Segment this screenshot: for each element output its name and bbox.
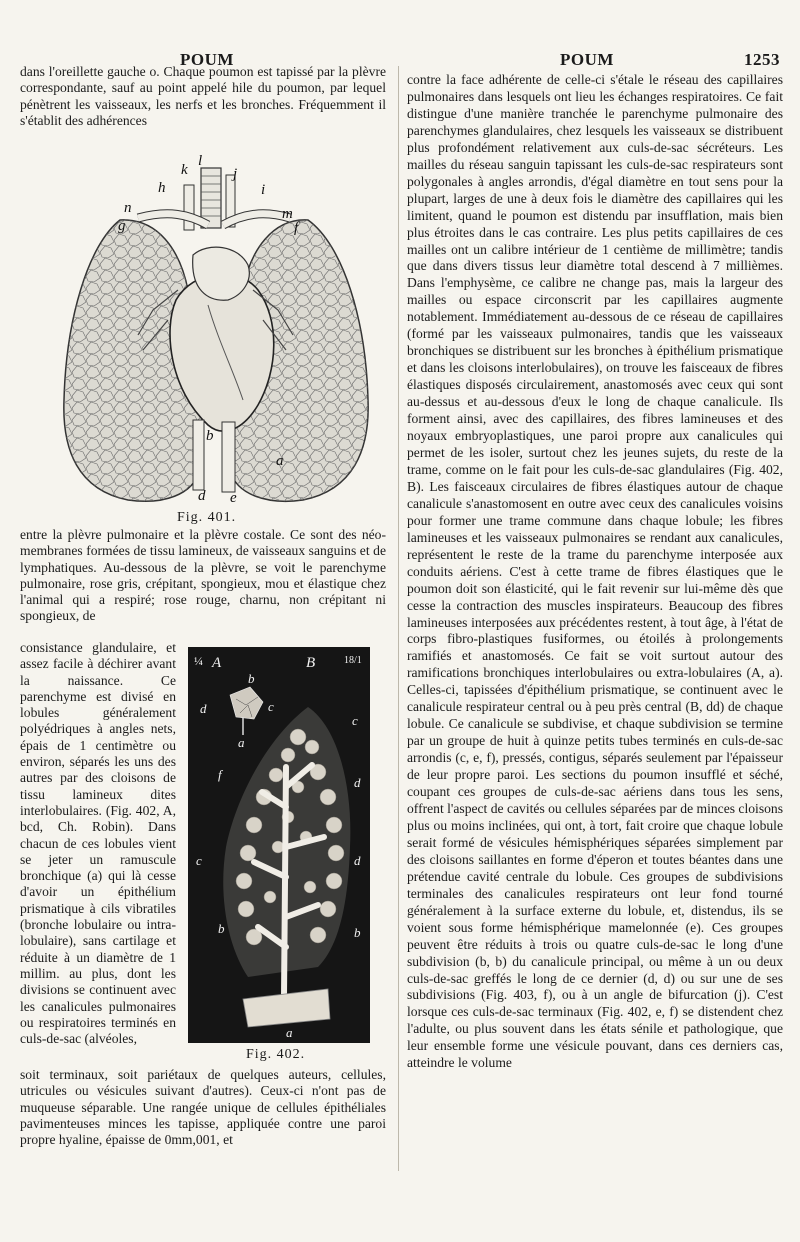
fig401-label: i <box>261 182 266 198</box>
fig401-label: h <box>158 180 166 196</box>
paragraph: dans l'oreillette gauche o. Chaque poumon est tapissé par la plèvre correspondante, sauf au point appelé hile du poumon, par lequel pénètrent les vaisseaux, les nerfs et les bronches. Fréquemment il s'établit des adhérences <box>20 64 386 128</box>
fig402-panel-b: B <box>306 655 316 671</box>
fig401-label: l <box>198 153 203 169</box>
paragraph: contre la face adhérente de celle-ci s'étale le réseau des capillaires pulmonaires dans lesquels ont lieu les échanges respiratoires. Ce fait distingue d'une manière tranchée le parenchyme pulmonaire des parenchymes glandulaires, chez lesquels les vaisseaux se distribuent plus profondément relativement aux culs-de-sac sécréteurs. Les mailles du réseau sanguin tapissant les culs-de-sac respirateurs sont polygonales à angles arrondis, d'égal diamètre en tout sens pour la plupart, larges de une à deux fois le diamètre des capillaires qui les limitent, quand le poumon est distendu par insufflation, mais bien plus étroites dans le cas contraire. Les plus petits capillaires de ces mailles ont un calibre intérieur de 1 centième de millimètre; tandis que dans divers tissus leur diamètre total descend à 7 millièmes. Dans l'emphysème, ce calibre ne change pas, mais la largeur des mailles ou espace circonscrit par les capillaires augmente notablement. Immédiatement au-dessous de ce réseau de capillaires (formé par les vaisseaux pulmonaires, tandis que les vaisseaux bronchiques se distribuent sur les bronches à épithélium prismatique et dans les cloisons interlobulaires), on trouve les faisceaux de fibres élastiques disposés circulairement, anastomosés avec ceux qui sont au-dessus et au-dessous d'eux le long de chaque canalicule. Ils forment ainsi, avec des capillaires, des fibres lamineuses et des noyaux embryoplastiques, une paroi propre aux canalicules qui permet de les isoler, surtout chez les jeunes sujets, du reste de la trame, comme on le fait pour les culs-de-sac glandulaires (Fig. 402, B). Les faisceaux circulaires de fibres élastiques autour de chaque canalicule s'anastomosent en outre avec ceux des canalicules voisins pour former une trame commune dans chaque lobule; les fibres lamineuses et les vaisseaux pulmonaires se rendant aux canalicules, représentent le reste de la trame du parenchyme interposée aux conduits aériens. C'est à cette trame de fibres élastiques que le poumon doit son élasticité, qui le fait revenir sur lui-même dès que cesse la contraction des muscles inspirateurs. Beaucoup des fibres lamineuses interposées aux précédentes restent, à tout âge, à l'état de corps fibro-plastiques fusiformes, ou étoilés à prolongements ramifiés et anastomosés. Ce fait se voit surtout autour des ramifications bronchiques interlobulaires ou extra-lobulaires (A, a). Celles-ci, tapissées d'épithélium prismatique, se continuent avec le canalicule respirateur central ou à peu près central (B, dd) de chaque lobule. Ce canalicule se subdivise, et chaque subdivision se termine par un groupe de huit à quinze petits tubes terminés en culs-de-sac arrondis (c, e, f), pressés, contigus, séparés seulement par l'épaisseur de leur propre paroi. Les sections du poumon insufflé et séché, coupant ces groupes de culs-de-sac aériens dans tous les sens, offrent l'aspect de cavités ou cellules séparées par de minces cloisons plus ou moins inclinées, qui ont, à tort, fait croire que chaque lobule serait formé de vésicules hémisphériques séparées simplement par des cloisons saillantes en forme d'éperon et toutes béantes dans une prétendue cavité centrale du lobule. Ces groupes de subdivisions terminales des canalicules respirateurs ont leur fond tourné généralement à la surface externe du lobule, et, distendus, ils se voient sous forme hémisphérique mamelonnée (e). Ces groupes peuvent être réduits à trois ou quatre culs-de-sac le long d'une subdivision (b, b) du canalicule principal, ou même à un ou deux culs-de-sac greffés le long de ce dernier (d, d) ou sur une de ses subdivisions (Fig. 403, f), ou à un angle de bifurcation (j). C'est lorsque ces culs-de-sac terminaux (Fig. 402, e, f) se distendent chez l'adulte, ou plus souvent dans les états sénile et pathologique, que leur ensemble forme une vésicule pouvant, dans ces derniers cas, atteindre le volume <box>407 72 783 1071</box>
lungs-heart-illustration <box>58 150 373 505</box>
fig402-label: d <box>200 701 207 716</box>
fig401-label: b <box>206 428 214 444</box>
fig402-label: b <box>354 925 361 940</box>
fig402-label: a <box>286 1025 293 1040</box>
fig402-label: c <box>352 713 358 728</box>
figure-402-caption: Fig. 402. <box>246 1047 306 1062</box>
running-head-right: POUM <box>560 50 614 69</box>
paragraph: consistance glandulaire, et assez facile à déchirer avant la naissance. Ce parenchyme est divisé en lobules généralement polyédriques à angles nets, épais de 1 centimètre ou environ, séparés les uns des autres par des cloisons de tissu lamineux dites interlobulaires. (Fig. 402, A, bcd, Ch. Robin). Dans chacun de ces lobules vient se jeter un ramuscule bronchique (a) qui là cesse d'avoir un épithélium prismatique à cils vibratiles (bronche lobulaire ou intra-lobulaire), sans cartilage et réduite à un diamètre de 1 millim. au plus, dont les divisions se continuent avec les canalicules pulmonaires ou respiratoires terminés en culs-de-sac (alvéoles, <box>20 640 176 1047</box>
fig402-scale-right: 18/1 <box>344 655 362 666</box>
right-column <box>407 72 783 1072</box>
fig402-label: f <box>218 767 222 782</box>
lobule-illustration <box>188 647 370 1043</box>
fig401-label: d <box>198 488 206 504</box>
figure-401-lungs-heart <box>58 150 373 505</box>
fig401-label: j <box>233 166 238 182</box>
fig402-label: d <box>354 775 361 790</box>
fig401-label: a <box>276 453 284 469</box>
fig401-label: e <box>230 490 237 505</box>
fig402-label: b <box>218 921 225 936</box>
figure-401-caption: Fig. 401. <box>177 510 237 525</box>
left-column-bottom <box>20 1067 386 1148</box>
fig402-label: a <box>238 735 245 750</box>
fig401-label: f <box>294 220 299 236</box>
fig401-label: g <box>118 218 126 234</box>
fig401-label: k <box>181 162 188 178</box>
fig402-panel-a: A <box>212 655 222 671</box>
page-number: 1253 <box>744 50 780 69</box>
fig402-label: d <box>354 853 361 868</box>
fig402-label: c <box>268 699 274 714</box>
paragraph: entre la plèvre pulmonaire et la plèvre costale. Ce sont des néo-membranes formées de tissu lamineux, de vaisseaux sanguins et de lymphatiques. Au-dessous de la plèvre, se voit le parenchyme pulmonaire, rose gris, crépitant, spongieux, mou et élastique chez l'animal qui a respiré; rose rouge, charnu, non crépitant ni spongieux, de <box>20 527 386 624</box>
fig402-scale-left: ¼ <box>194 654 203 668</box>
fig402-label: c <box>196 853 202 868</box>
figure-402-lobule <box>188 647 370 1043</box>
left-column-middle <box>20 527 386 625</box>
fig402-label: b <box>248 671 255 686</box>
left-column-narrow <box>20 640 176 1047</box>
paragraph: soit terminaux, soit pariétaux de quelques auteurs, cellules, utricules ou vésicules suivant d'autres). Ceux-ci n'ont pas de muqueuse séparable. Une rangée unique de cellules épithéliales pavimenteuses minces les tapisse, appliquée contre une paroi propre hyaline, épaisse de 0mm,001, et <box>20 1067 386 1148</box>
fig401-label: m <box>282 206 293 222</box>
fig401-label: n <box>124 200 132 216</box>
running-head-left: POUM <box>180 50 234 69</box>
left-column-top <box>20 64 386 129</box>
column-divider <box>398 66 399 1171</box>
